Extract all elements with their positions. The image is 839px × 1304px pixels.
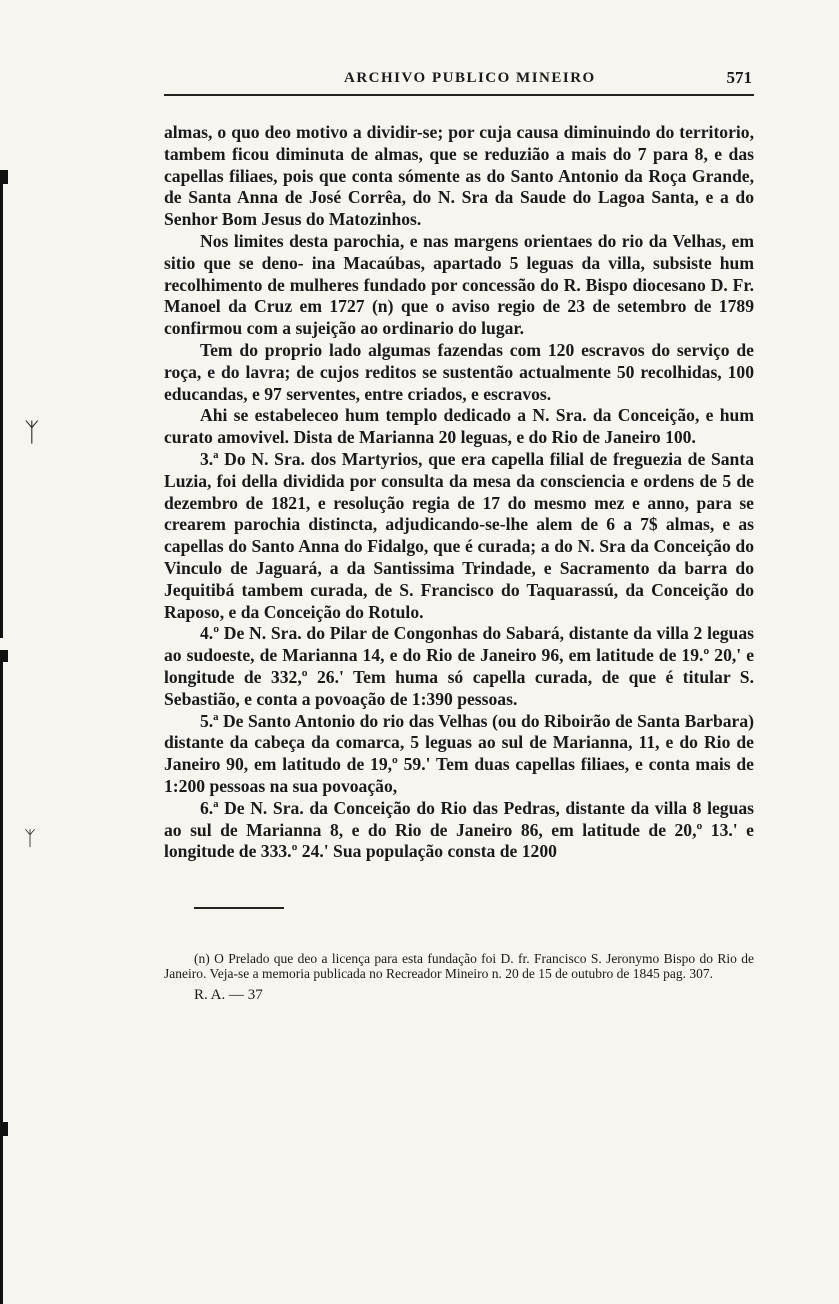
edge-mark — [0, 178, 3, 638]
page-number: 571 — [726, 68, 752, 87]
footnote-divider — [194, 907, 284, 909]
footnote: (n) O Prelado que deo a licença para esta fundação foi D. fr. Francisco S. Jeronymo Bispo do Rio de Janeiro. Veja-se a memoria publicada no Recreador Mineiro n. 20 de 15 de outubro de 1845 pag. 307. — [164, 951, 754, 982]
paragraph: Ahi se estabeleceo hum templo dedicado a N. Sra. da Conceição, e hum curato amovivel. Dista de Marianna 20 leguas, e do Rio de Janeiro 100. — [164, 405, 754, 448]
paragraph: 5.ª De Santo Antonio do rio das Velhas (ou do Riboirão de Santa Barbara) distante da cabeça da comarca, 5 leguas ao sul de Marianna, 11, e do Rio de Janeiro 90, em latitudo de 19,º 59.' Tem duas capellas filiaes, e conta mais de 1:200 pessoas na sua povoação, — [164, 710, 754, 796]
footnotes — [164, 951, 754, 981]
paragraph: 6.ª De N. Sra. da Conceição do Rio das Pedras, distante da villa 8 leguas ao sul de Marianna 8, e do Rio de Janeiro 86, em latitude de 20,º 13.' e longitude de 333.º 24.' Sua população consta de 1200 — [164, 797, 754, 862]
paragraph: Tem do proprio lado algumas fazendas com 120 escravos do serviço de roça, e do lavra; de cujos reditos se sustentão actualmente 50 recolhidas, 100 educandas, e 97 serventes, entre criados, e escravos. — [164, 339, 754, 404]
margin-pencil-mark: ᛉ — [24, 418, 40, 448]
edge-mark — [0, 1130, 3, 1304]
body-text — [164, 122, 754, 863]
signature-mark: R. A. — 37 — [194, 987, 263, 1004]
paragraph: almas, o quo deo motivo a dividir-se; por cuja causa diminuindo do territorio, tambem ficou diminuta de almas, que se reduzião a mais do 7 para 8, e das capellas filiaes, pois que conta sómente as do Santo Antonio da Roça Grande, de Santa Anna de José Corrêa, do N. Sra da Saude do Lagoa Santa, e a do Senhor Bom Jesus do Matozinhos. — [164, 122, 754, 230]
running-header — [164, 60, 754, 96]
edge-mark — [0, 660, 3, 1140]
paragraph: 4.º De N. Sra. do Pilar de Congonhas do Sabará, distante da villa 2 leguas ao sudoeste, de Marianna 14, e do Rio de Janeiro 96, em latitude de 19.º 20,' e longitude de 332,º 26.' Tem huma só capella curada, de que é titular S. Sebastião, e conta a povoação de 1:390 pessoas. — [164, 623, 754, 709]
margin-pencil-mark: ᛉ — [24, 826, 36, 850]
header-title: ARCHIVO PUBLICO MINEIRO — [344, 70, 596, 86]
document-page — [164, 60, 754, 1004]
paragraph: Nos limites desta parochia, e nas margens orientaes do rio da Velhas, em sitio que se deno- ina Macaúbas, apartado 5 leguas da villa, subsiste hum recolhimento de mulheres fundado por concessão do R. Bispo diocesano D. Fr. Manoel da Cruz em 1727 (n) que o aviso regio de 23 de setembro de 1789 confirmou com a sujeição ao ordinario do lugar. — [164, 230, 754, 339]
page-left-edge — [0, 0, 10, 1304]
paragraph: 3.ª Do N. Sra. dos Martyrios, que era capella filial de freguezia de Santa Luzia, foi della dividida por consulta da mesa da consciencia e ordens de 5 de dezembro de 1821, e resolução regia de 17 do mesmo mez e anno, para se crearem parochia distincta, adjudicando-se-lhe alem de 6 a 7$ almas, e as capellas do Santo Anna do Fidalgo, que é curada; a do N. Sra da Conceição do Vinculo de Jaguará, a da Santissima Trindade, e Sacramento da barra do Jequitibá tambem curada, de S. Francisco do Taquarassú, da Conceição do Raposo, e da Conceição do Rotulo. — [164, 448, 754, 622]
